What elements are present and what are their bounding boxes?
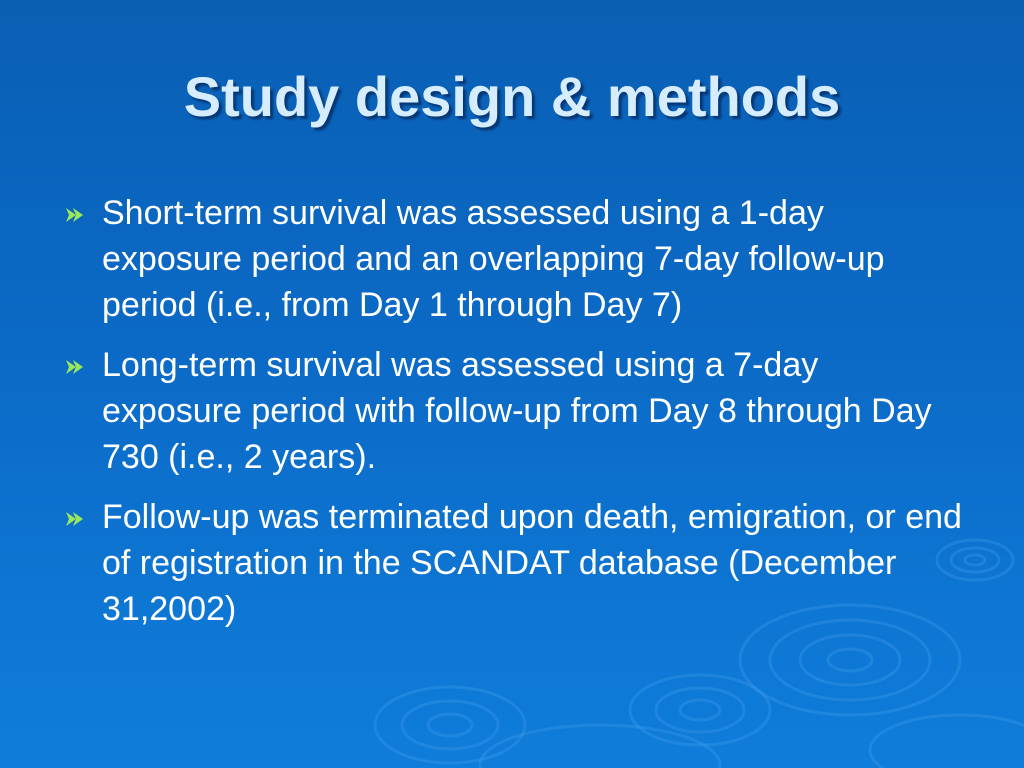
bullet-text: Long-term survival was assessed using a 7-day exposure period with follow-up from Day 8 through Day 730 (i.e., 2 years). — [102, 346, 932, 476]
bullet-text: Follow-up was terminated upon death, emigration, or end of registration in the SCANDAT database (December 31,2002) — [102, 498, 962, 628]
bullet-item — [62, 342, 962, 480]
chevron-right-icon — [64, 207, 86, 223]
slide-title: Study design & methods — [183, 65, 841, 128]
bullet-list — [62, 190, 962, 646]
bullet-text: Short-term survival was assessed using a 1-day exposure period and an overlapping 7-day follow-up period (i.e., from Day 1 through Day 7) — [102, 194, 885, 324]
bullet-item — [62, 494, 962, 632]
bullet-item — [62, 190, 962, 328]
chevron-right-icon — [64, 511, 86, 527]
chevron-right-icon — [64, 359, 86, 375]
